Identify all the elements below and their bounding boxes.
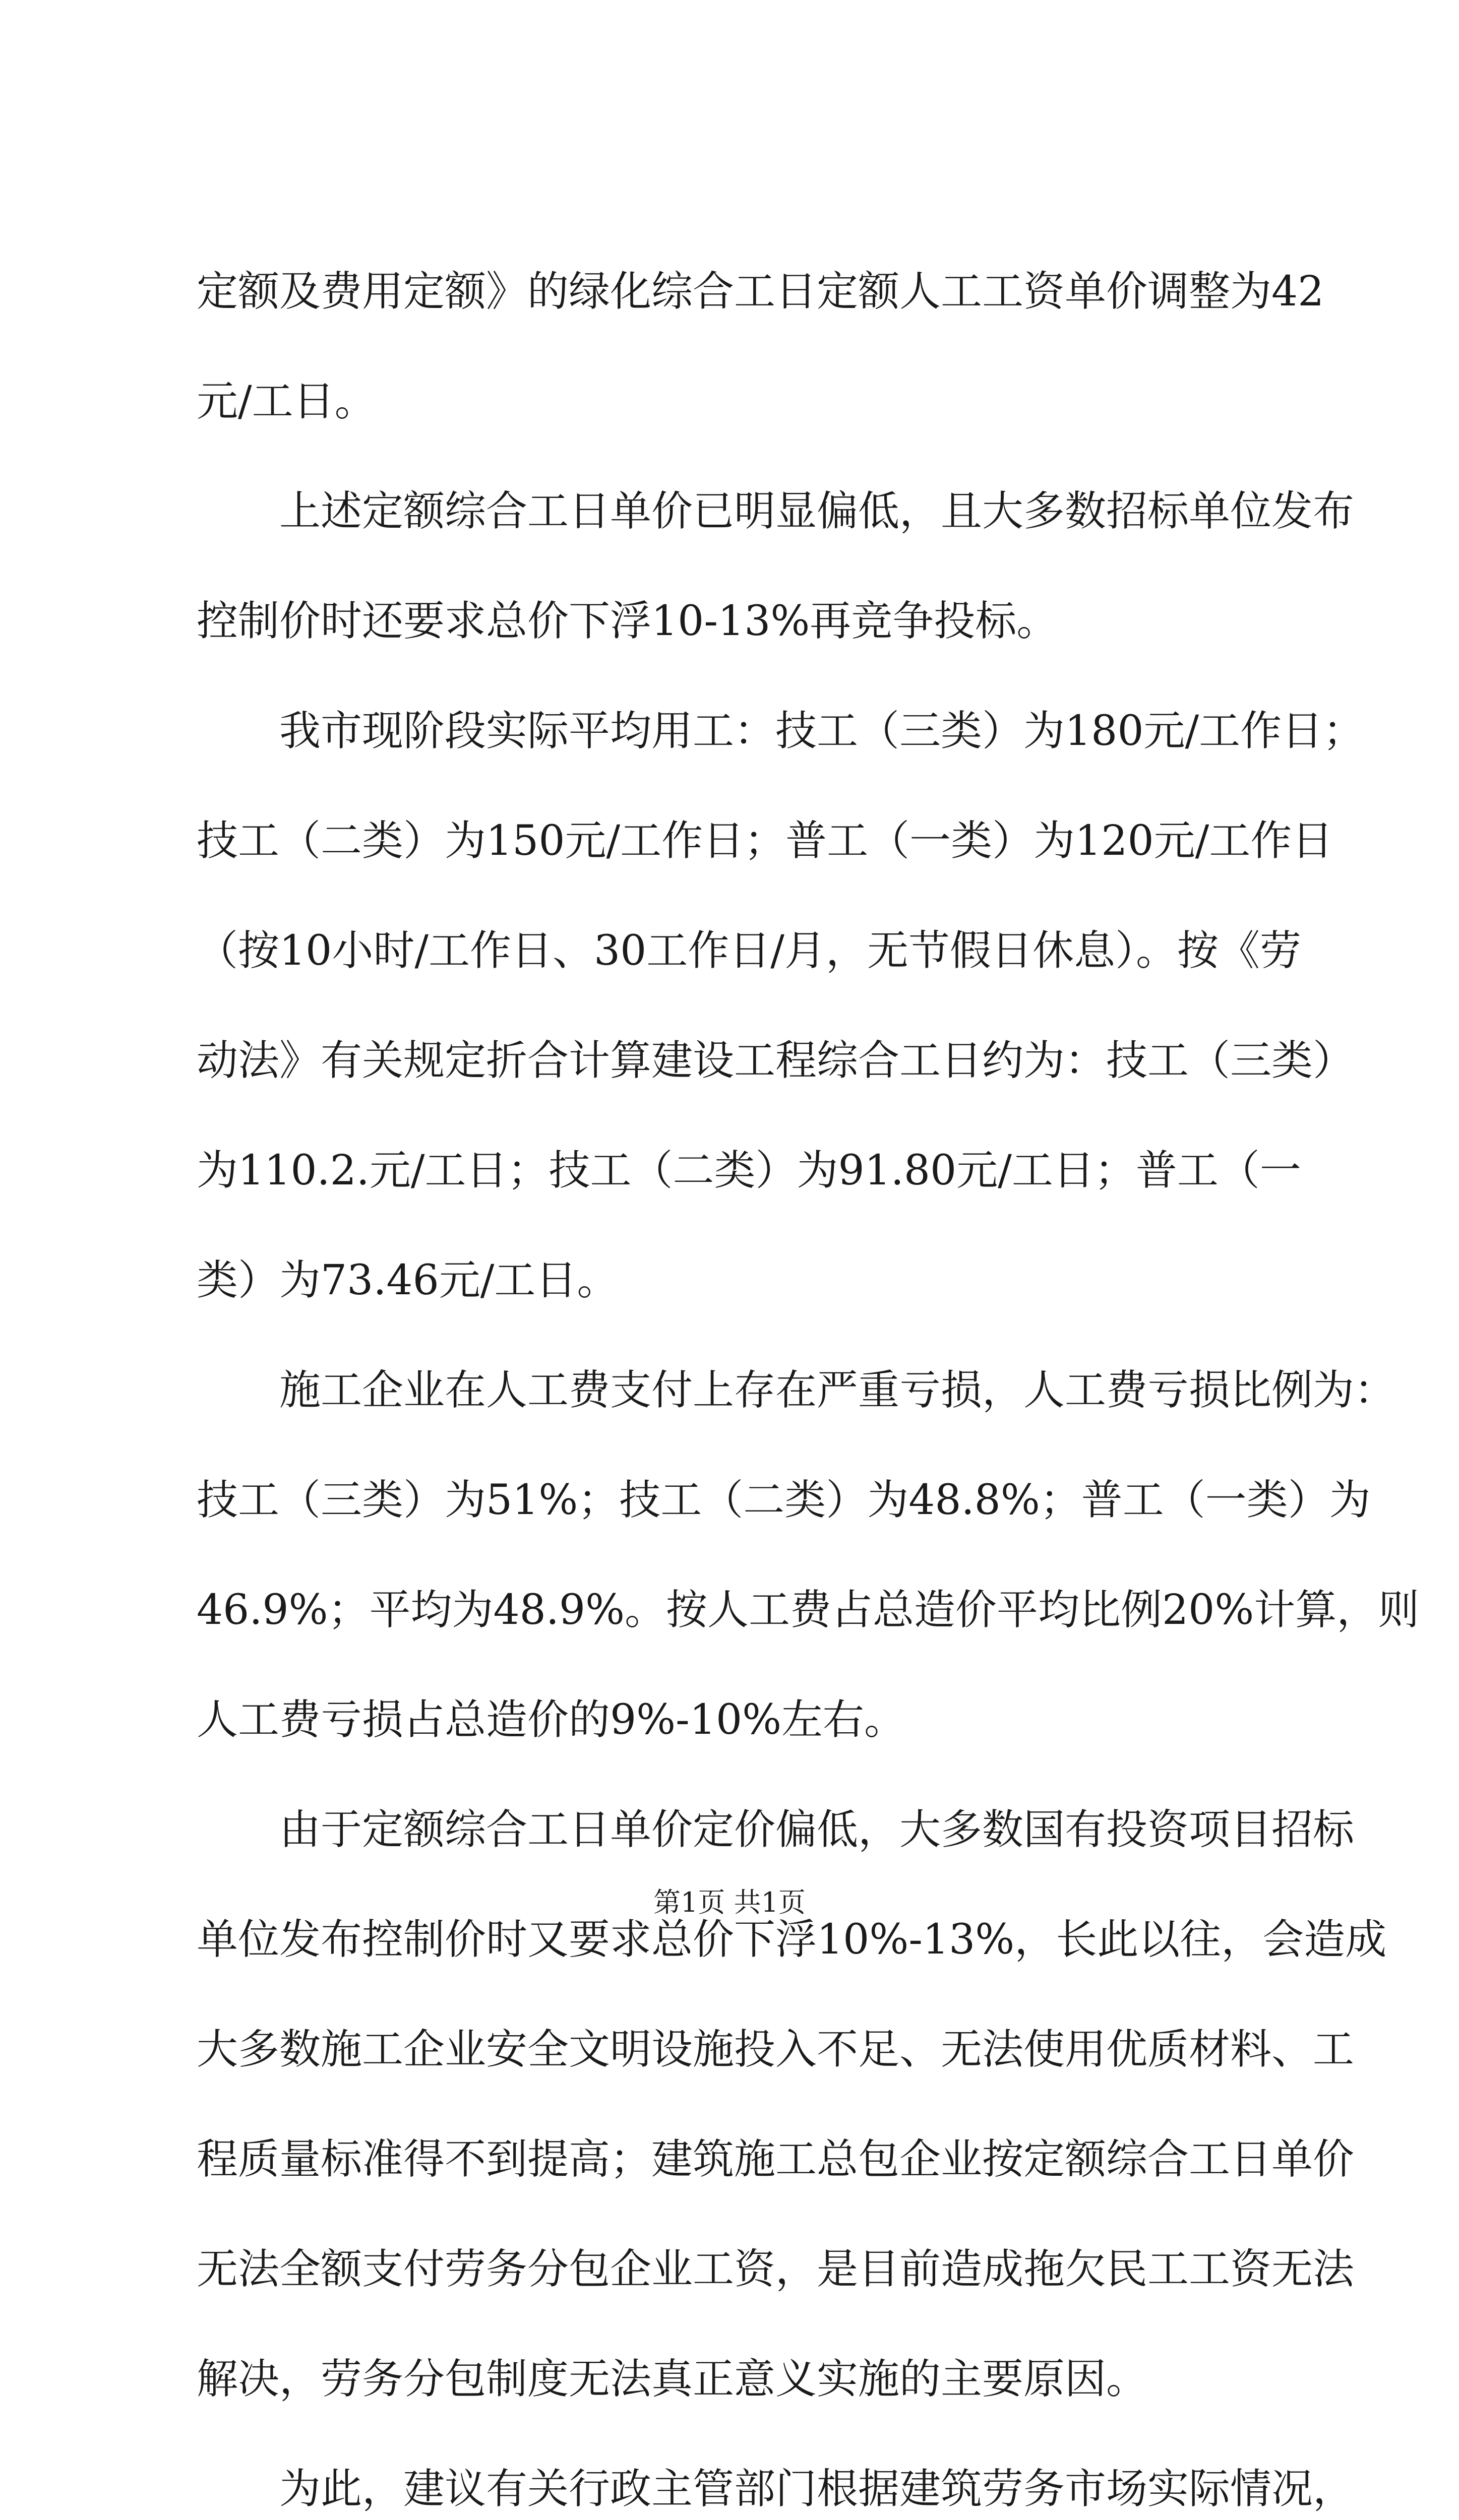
text-line-7: （按10小时/工作日、30工作日/月，无节假日休息）。按《劳 (197, 927, 1301, 975)
text-line-9: 为110.2.元/工日；技工（二类）为91.80元/工日；普工（一 (197, 1147, 1301, 1194)
text-line-14: 人工费亏损占总造价的9%-10%左右。 (197, 1696, 906, 1744)
text-line-21: 为此，建议有关行政主管部门根据建筑劳务市场实际情况， (279, 2465, 1355, 2513)
text-line-5: 我市现阶段实际平均用工：技工（三类）为180元/工作日； (279, 707, 1365, 755)
text-line-13: 46.9%；平均为48.9%。按人工费占总造价平均比例20%计算，则 (197, 1586, 1420, 1634)
text-line-3: 上述定额综合工日单价已明显偏低，且大多数招标单位发布 (279, 487, 1355, 535)
text-line-12: 技工（三类）为51%；技工（二类）为48.8%；普工（一类）为 (197, 1476, 1371, 1524)
text-line-1: 定额及费用定额》的绿化综合工日定额人工工资单价调整为42 (197, 268, 1324, 316)
text-line-18: 程质量标准得不到提高；建筑施工总包企业按定额综合工日单价 (197, 2135, 1355, 2183)
text-line-16: 单位发布控制价时又要求总价下浮10%-13%，长此以往，会造成 (197, 1916, 1387, 1964)
text-line-19: 无法全额支付劳务分包企业工资，是目前造成拖欠民工工资无法 (197, 2245, 1355, 2293)
text-line-2: 元/工日。 (197, 377, 376, 425)
text-line-6: 技工（二类）为150元/工作日；普工（一类）为120元/工作日 (197, 817, 1333, 865)
text-line-20: 解决，劳务分包制度无法真正意义实施的主要原因。 (197, 2355, 1148, 2403)
text-line-11: 施工企业在人工费支付上存在严重亏损，人工费亏损比例为： (279, 1366, 1396, 1414)
text-line-10: 类）为73.46元/工日。 (197, 1256, 619, 1304)
text-line-17: 大多数施工企业安全文明设施投入不足、无法使用优质材料、工 (197, 2026, 1355, 2073)
page-footer: 第1页 共1页 (653, 1886, 806, 1918)
document-body (197, 237, 1420, 2520)
text-line-8: 动法》有关规定折合计算建设工程综合工日约为：技工（三类） (197, 1037, 1355, 1085)
text-line-15: 由于定额综合工日单价定价偏低，大多数国有投资项目招标 (279, 1806, 1355, 1854)
text-line-4: 控制价时还要求总价下浮10-13%再竞争投标。 (197, 597, 1058, 645)
